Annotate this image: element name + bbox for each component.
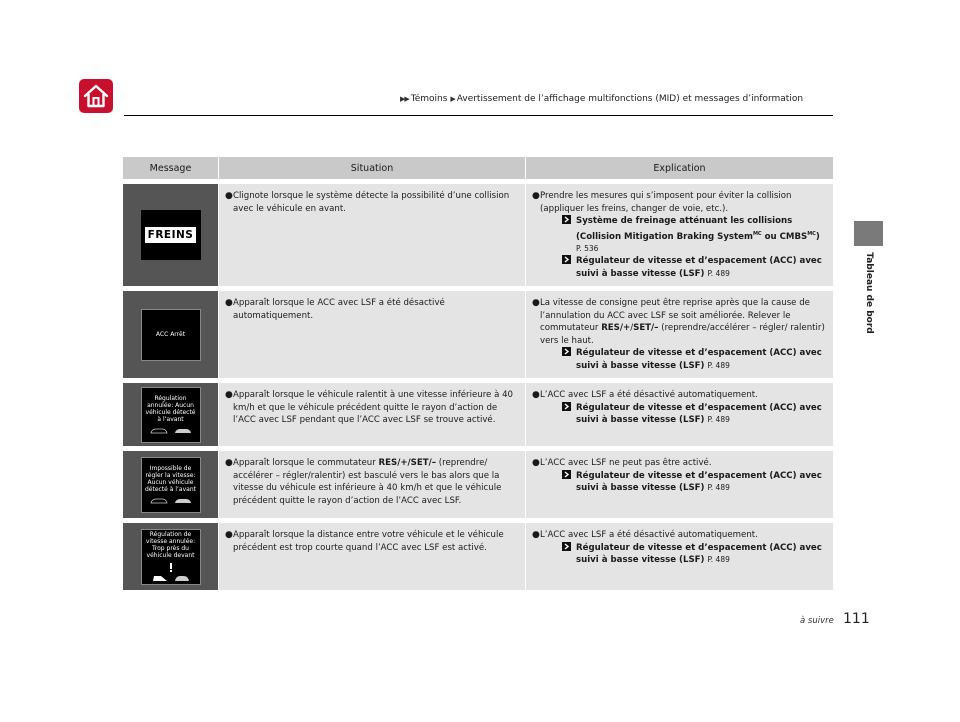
screen-message: Impossible de régler la vitesse: Aucun véhicule détecté à l’avant	[144, 465, 196, 494]
bullet-icon: ●	[225, 530, 233, 541]
explication-text: (reprendre/accélérer – régler/ ralentir) vers le haut.	[540, 323, 825, 346]
bullet-icon: ●	[532, 390, 540, 401]
situation-text: (reprendre/ accélérer – régler/ralentir) est basculé vers le bas alors que la vitesse du véhicule est inférieure à 40 km/h et que le véhicule précédent quitte le rayon d’action de l’ACC avec LSF.	[233, 458, 502, 506]
reference-text: Système de freinage atténuant les collisions (Collision Mitigation Braking System	[576, 216, 793, 242]
vehicles-graphic	[152, 573, 190, 582]
double-chevron-icon: ▶▶	[400, 95, 409, 103]
section-tab-label[interactable]: Tableau de bord	[864, 252, 874, 334]
explication-text: L’ACC avec LSF ne peut pas être activé.	[540, 458, 712, 469]
reference-link[interactable]	[562, 402, 829, 427]
explication-text: La vitesse de consigne peut être reprise après que la cause de l’annulation du ACC avec LSF se soit améliorée. Relever le commutateur	[540, 298, 810, 334]
reference-text: Régulateur de vitesse et d’espacement (ACC) avec suivi à basse vitesse (LSF)	[576, 402, 822, 426]
reference-link[interactable]	[562, 347, 829, 372]
reference-page: P. 489	[707, 268, 730, 278]
situation-text: Apparaît lorsque le commutateur	[233, 458, 379, 469]
explication-text: L’ACC avec LSF a été désactivé automatiquement.	[540, 530, 758, 541]
bullet-icon: ●	[225, 191, 233, 201]
reference-arrow-icon	[562, 470, 576, 495]
bullet-icon: ●	[532, 298, 540, 309]
reference-page: P. 489	[707, 360, 730, 370]
superscript: MC	[807, 230, 816, 237]
bullet-icon: ●	[225, 298, 233, 309]
table-row	[123, 179, 833, 286]
breadcrumb-item[interactable]: Avertissement de l’affichage multifonctions (MID) et messages d’information	[456, 94, 804, 104]
header-divider	[124, 115, 833, 116]
screen-message: Régulation annulée: Aucun véhicule détecté à l’avant	[145, 395, 196, 424]
table-row	[123, 446, 833, 518]
explication-cell	[526, 286, 833, 378]
reference-text: Régulateur de vitesse et d’espacement (ACC) avec suivi à basse vitesse (LSF)	[576, 542, 822, 566]
situation-cell	[219, 179, 526, 286]
switch-name: RES/+	[601, 323, 631, 334]
reference-link[interactable]	[562, 542, 829, 567]
mid-screen	[141, 529, 201, 585]
explication-text: Prendre les mesures qui s’imposent pour éviter la collision (appliquer les freins, changer de voie, etc.).	[540, 191, 792, 214]
bullet-icon: ●	[225, 458, 233, 469]
table-row	[123, 378, 833, 446]
reference-page: P. 489	[707, 555, 730, 565]
car-icon	[174, 497, 192, 504]
warning-exclamation-icon	[168, 563, 174, 572]
situation-text: Apparaît lorsque le véhicule ralentit à une vitesse inférieure à 40 km/h et que le véhicule précédent quitte le rayon d’action de l’ACC avec LSF pendant que l’ACC avec LSF se trouve activé.	[233, 390, 514, 426]
reference-page[interactable]: P. 536	[576, 243, 599, 253]
column-header: Message	[123, 157, 219, 179]
situation-text: Apparaît lorsque la distance entre votre véhicule et le véhicule précédent est trop courte quand l’ACC avec LSF est activé.	[233, 530, 504, 553]
section-tab-marker	[854, 221, 883, 246]
column-header: Explication	[526, 157, 833, 179]
home-button[interactable]	[79, 79, 113, 113]
message-icon-cell	[123, 446, 219, 518]
reference-link[interactable]	[562, 215, 829, 243]
explication-cell	[526, 446, 833, 518]
reference-arrow-icon	[562, 347, 576, 372]
reference-page: P. 489	[707, 483, 730, 493]
reference-arrow-icon	[562, 542, 576, 567]
vehicles-graphic	[168, 563, 174, 572]
home-icon	[83, 84, 109, 108]
reference-text: Régulateur de vitesse et d’espacement (ACC) avec suivi à basse vitesse (LSF)	[576, 470, 822, 494]
own-car-icon	[152, 573, 168, 582]
reference-arrow-icon	[562, 402, 576, 427]
bullet-icon: ●	[225, 390, 233, 401]
mid-screen	[141, 457, 201, 513]
situation-text: Clignote lorsque le système détecte la possibilité d’une collision avec le véhicule en avant.	[233, 191, 510, 214]
explication-text: /	[630, 323, 634, 334]
situation-text: Apparaît lorsque le ACC avec LSF a été désactivé automatiquement.	[233, 298, 445, 321]
car-icon	[174, 427, 192, 434]
acc-off-message: ACC Arrêt	[155, 331, 186, 339]
reference-link[interactable]	[562, 470, 829, 495]
vehicles-graphic	[150, 427, 192, 434]
vehicles-graphic	[150, 497, 192, 504]
reference-text: )	[815, 231, 820, 242]
superscript: MC	[752, 230, 762, 237]
breadcrumb	[400, 94, 803, 104]
explication-cell	[526, 179, 833, 286]
mid-screen	[141, 210, 201, 260]
mid-screen	[141, 309, 201, 361]
message-icon-cell	[123, 179, 219, 286]
reference-arrow-icon	[562, 215, 576, 243]
switch-name: SET/–	[633, 323, 659, 334]
own-car-icon	[150, 497, 168, 504]
bullet-icon: ●	[532, 458, 540, 469]
reference-page: P. 489	[707, 415, 730, 425]
bullet-icon: ●	[532, 530, 540, 541]
mid-screen	[141, 387, 201, 443]
bullet-icon: ●	[532, 191, 540, 201]
reference-arrow-icon	[562, 255, 576, 280]
car-icon	[174, 573, 190, 582]
reference-text: Régulateur de vitesse et d’espacement (ACC) avec suivi à basse vitesse (LSF)	[576, 348, 822, 371]
message-table	[123, 157, 833, 590]
reference-text: ou CMBS	[761, 231, 808, 242]
situation-cell	[219, 518, 526, 590]
screen-message: Régulation de vitesse annulée: Trop près du véhicule devant	[145, 531, 196, 560]
switch-name: RES/+/SET/–	[378, 458, 437, 469]
breadcrumb-item[interactable]: Témoins	[410, 94, 448, 104]
situation-cell	[219, 446, 526, 518]
message-icon-cell	[123, 518, 219, 590]
page-number: 111	[843, 611, 870, 627]
freins-message: FREINS	[145, 227, 197, 244]
message-icon-cell	[123, 286, 219, 378]
own-car-icon	[150, 427, 168, 434]
table-header-row	[123, 157, 833, 179]
explication-cell	[526, 378, 833, 446]
reference-text: Régulateur de vitesse et d’espacement (ACC) avec suivi à basse vitesse (LSF)	[576, 256, 822, 279]
table-row	[123, 518, 833, 590]
chevron-icon: ▶	[450, 95, 455, 103]
reference-link[interactable]	[562, 255, 829, 280]
situation-cell	[219, 286, 526, 378]
explication-cell	[526, 518, 833, 590]
table-row	[123, 286, 833, 378]
continue-label: à suivre	[800, 616, 834, 626]
message-icon-cell	[123, 378, 219, 446]
column-header: Situation	[219, 157, 526, 179]
situation-cell	[219, 378, 526, 446]
explication-text: L’ACC avec LSF a été désactivé automatiquement.	[540, 390, 758, 401]
